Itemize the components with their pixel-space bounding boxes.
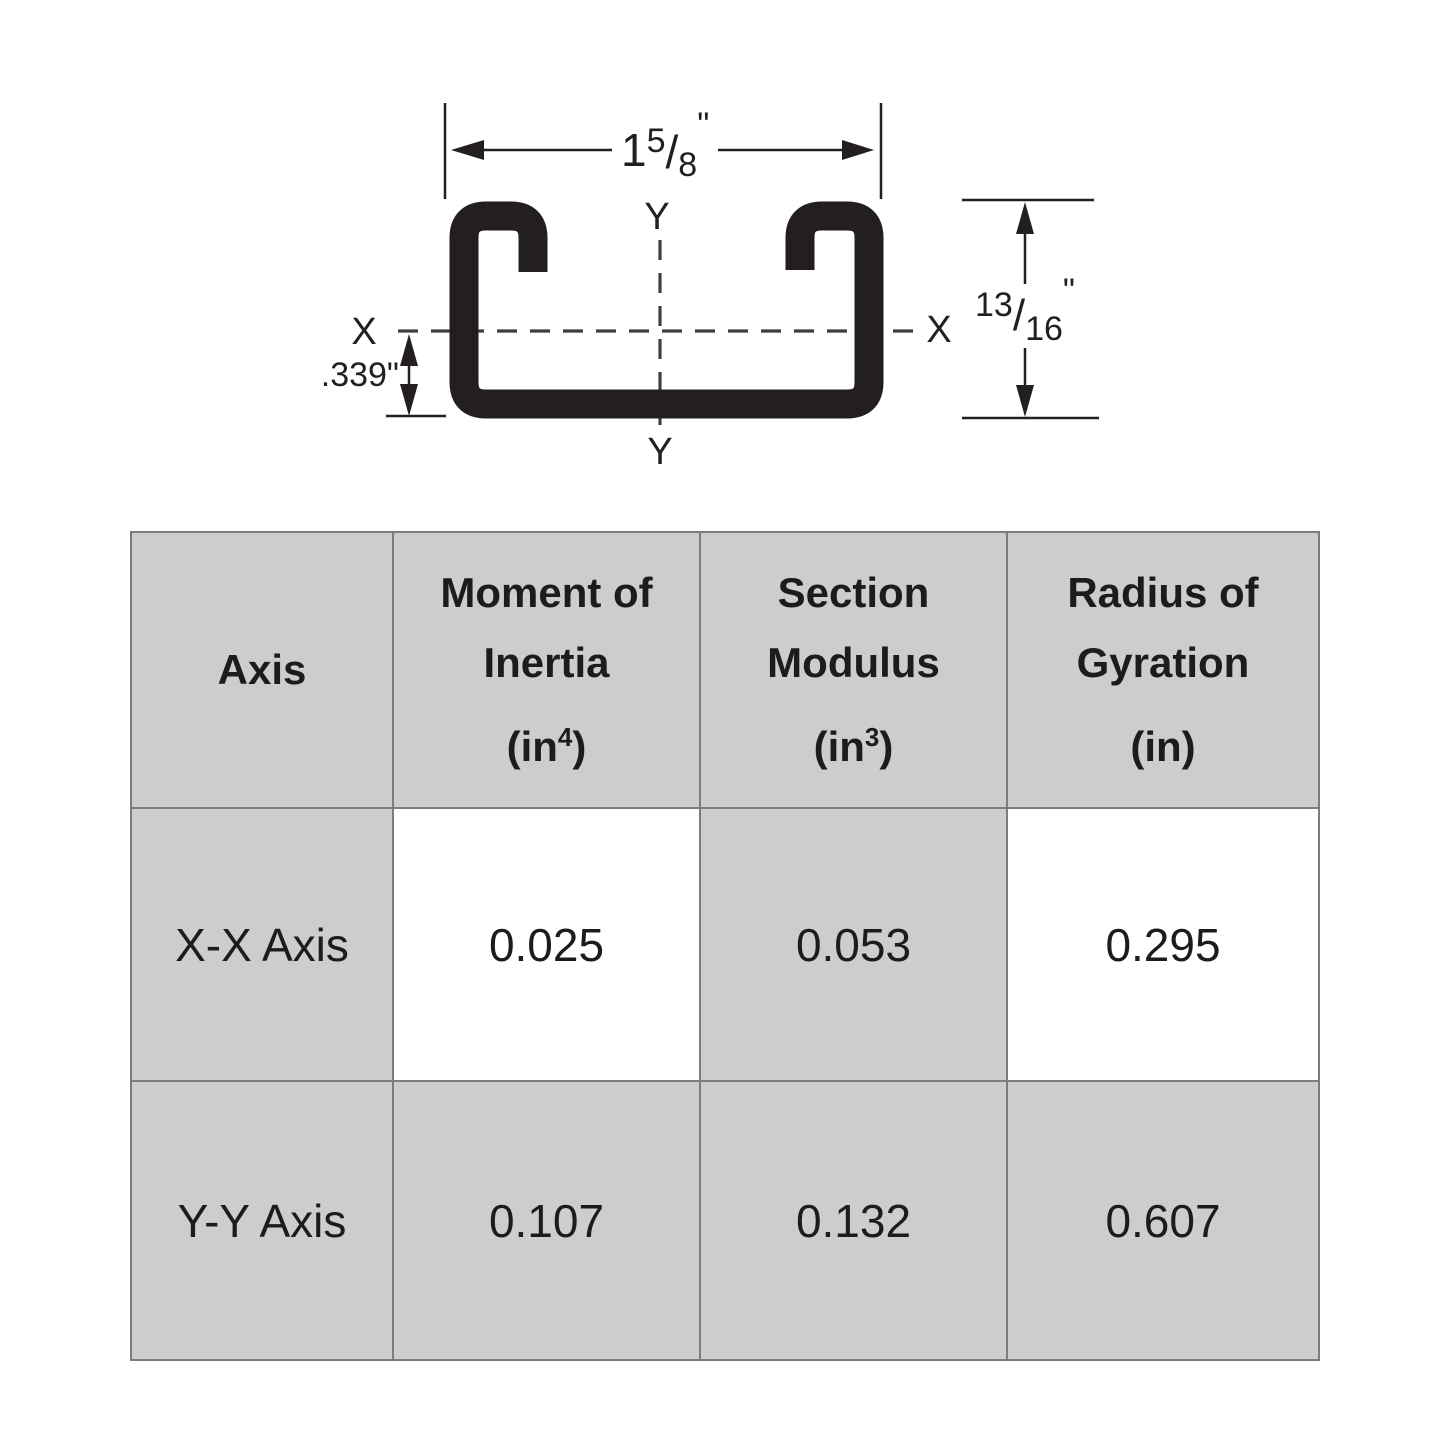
section-properties-table: [130, 531, 1320, 1361]
height-numerator: 13: [975, 286, 1013, 324]
height-slash: /: [1012, 291, 1026, 340]
header-line: Gyration: [1076, 639, 1250, 686]
x-axis-label-right: X: [926, 309, 952, 351]
y-axis-label-bottom: Y: [647, 431, 673, 473]
header-axis: [131, 532, 393, 808]
height-inch-mark: ": [1062, 272, 1075, 310]
header-line: Modulus: [767, 639, 940, 686]
unit-close: ): [572, 723, 587, 770]
unit-open: (in: [813, 723, 865, 770]
height-denominator: 16: [1025, 310, 1063, 348]
header-section-modulus: [700, 532, 1007, 808]
strut-channel-cross-section-diagram: [0, 0, 1445, 520]
table-row-xx-axis: [131, 808, 1319, 1081]
x-axis-label-left: X: [351, 311, 377, 353]
header-line: Moment of: [440, 569, 653, 616]
width-slash: /: [665, 126, 679, 178]
arrow-up-icon: [1016, 202, 1034, 234]
unit-close: ): [1181, 723, 1196, 770]
width-numerator: 5: [646, 122, 666, 160]
arrow-down-icon: [400, 384, 418, 416]
width-dimension-label: [621, 106, 709, 184]
xx-axis-label-cell: X-X Axis: [131, 808, 393, 1081]
xx-section-modulus-cell: 0.053: [700, 808, 1007, 1081]
arrow-down-icon: [1016, 385, 1034, 417]
channel-profile: [464, 216, 869, 404]
header-unit: [1008, 712, 1318, 782]
header-moment-of-inertia: [393, 532, 700, 808]
header-line: Section: [777, 569, 930, 616]
arrow-right-icon: [842, 140, 874, 160]
xx-radius-of-gyration-cell: 0.295: [1007, 808, 1319, 1081]
xx-moment-of-inertia-cell: 0.025: [393, 808, 700, 1081]
offset-dimension-label: .339": [320, 356, 399, 394]
header-unit: [701, 712, 1006, 782]
unit-open: (in: [1130, 723, 1182, 770]
width-inch-mark: ": [697, 106, 710, 144]
header-radius-of-gyration: [1007, 532, 1319, 808]
width-whole: 1: [621, 124, 647, 176]
table-row-yy-axis: [131, 1081, 1319, 1360]
header-unit: [394, 712, 699, 782]
yy-radius-of-gyration-cell: 0.607: [1007, 1081, 1319, 1360]
unit-close: ): [879, 723, 894, 770]
header-line: Inertia: [483, 639, 610, 686]
header-line: Radius of: [1067, 569, 1259, 616]
yy-section-modulus-cell: 0.132: [700, 1081, 1007, 1360]
unit-exponent: 3: [864, 722, 880, 752]
arrow-up-icon: [400, 334, 418, 366]
width-denominator: 8: [678, 146, 698, 184]
yy-axis-label-cell: Y-Y Axis: [131, 1081, 393, 1360]
y-axis-label-top: Y: [644, 196, 670, 238]
unit-open: (in: [506, 723, 558, 770]
table-header-row: [131, 532, 1319, 808]
yy-moment-of-inertia-cell: 0.107: [393, 1081, 700, 1360]
unit-exponent: 4: [557, 722, 573, 752]
arrow-left-icon: [451, 140, 484, 160]
header-axis-label: Axis: [217, 646, 307, 693]
